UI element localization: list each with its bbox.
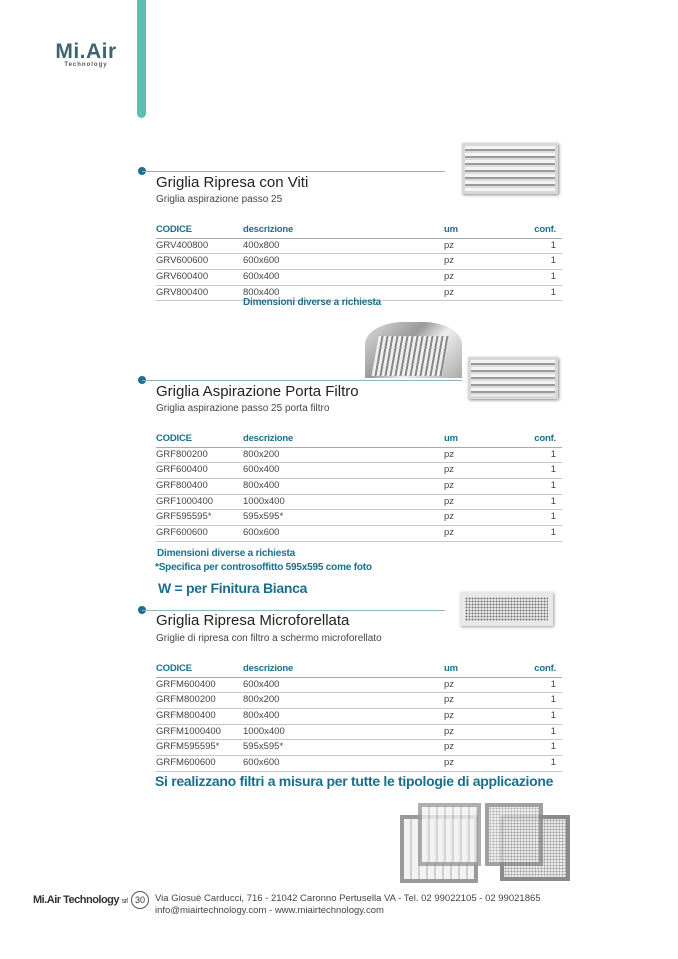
header-code: CODICE (156, 224, 192, 235)
cell-um: pz (444, 741, 455, 753)
table-row (156, 448, 562, 464)
cell-um: pz (444, 239, 455, 251)
accent-bar (137, 0, 146, 118)
table-row (156, 495, 562, 511)
custom-filters-banner: Si realizzano filtri a misura per tutte le tipologie di applicazione (155, 773, 554, 789)
section-title: Griglia Ripresa con Viti (156, 174, 309, 191)
section-title: Griglia Ripresa Microforellata (156, 612, 350, 629)
section-title: Griglia Aspirazione Porta Filtro (156, 383, 359, 400)
table-row (156, 479, 562, 495)
cell-um: pz (444, 464, 455, 476)
cell-um: pz (444, 725, 455, 737)
cell-desc: 1000x400 (243, 725, 285, 737)
cell-desc: 800x200 (243, 694, 280, 706)
table-row (156, 463, 562, 479)
cell-code: GRF595595* (156, 511, 212, 523)
table-row (156, 756, 562, 772)
header-desc: descrizione (243, 224, 294, 235)
cell-desc: 800x400 (243, 286, 280, 298)
cell-um: pz (444, 511, 455, 523)
cell-conf: 1 (550, 757, 556, 769)
section-divider (142, 610, 445, 611)
finish-note: W = per Finitura Bianca (158, 580, 308, 596)
cell-conf: 1 (550, 239, 556, 251)
cell-code: GRFM600600 (156, 757, 216, 769)
table-row (156, 709, 562, 725)
cell-um: pz (444, 527, 455, 539)
cell-conf: 1 (550, 710, 556, 722)
header-code: CODICE (156, 663, 192, 674)
section-note: Dimensioni diverse a richiesta (243, 297, 381, 308)
table-row (156, 678, 562, 694)
table-row (156, 270, 562, 286)
section-note: Dimensioni diverse a richiesta (157, 548, 295, 559)
footer-brand-suffix: srl (121, 898, 128, 905)
cell-conf: 1 (550, 678, 556, 690)
cell-desc: 600x400 (243, 464, 280, 476)
cell-um: pz (444, 448, 455, 460)
header-conf: conf. (534, 433, 556, 444)
cell-desc: 600x400 (243, 678, 280, 690)
filter-image (485, 803, 543, 866)
page-number: 30 (131, 891, 149, 909)
cell-code: GRF600400 (156, 464, 208, 476)
footer-brand-name: Mi.Air Technology (33, 894, 120, 906)
product-image-grille (462, 143, 558, 194)
cell-code: GRV800400 (156, 286, 209, 298)
cell-code: GRV600600 (156, 255, 209, 267)
table-header (156, 432, 562, 448)
cell-conf: 1 (550, 694, 556, 706)
cell-conf: 1 (550, 527, 556, 539)
footer-address (155, 893, 541, 917)
table-row (156, 693, 562, 709)
filter-image (418, 803, 481, 866)
cell-code: GRF800200 (156, 448, 208, 460)
cell-conf: 1 (550, 725, 556, 737)
cell-um: pz (444, 286, 455, 298)
cell-desc: 800x400 (243, 710, 280, 722)
cell-desc: 600x400 (243, 271, 280, 283)
table-row (156, 510, 562, 526)
cell-code: GRFM595595* (156, 741, 220, 753)
footer-brand (33, 894, 127, 906)
cell-um: pz (444, 678, 455, 690)
cell-um: pz (444, 495, 455, 507)
cell-code: GRF800400 (156, 480, 208, 492)
cell-desc: 400x800 (243, 239, 280, 251)
logo-tagline: Technology (64, 62, 108, 68)
header-um: um (444, 224, 458, 235)
product-image-microperforated (460, 592, 553, 626)
cell-desc: 600x600 (243, 255, 280, 267)
cell-um: pz (444, 710, 455, 722)
header-code: CODICE (156, 433, 192, 444)
product-photo-installed (365, 322, 462, 378)
section-subtitle: Griglie di ripresa con filtro a schermo microforellato (156, 633, 382, 644)
cell-desc: 600x600 (243, 757, 280, 769)
cell-desc: 595x595* (243, 741, 284, 753)
footer-contacts: info@miairtechnology.com - www.miairtechnology.com (155, 905, 384, 916)
header-conf: conf. (534, 224, 556, 235)
cell-code: GRF600600 (156, 527, 208, 539)
cell-conf: 1 (550, 480, 556, 492)
table-row (156, 526, 562, 542)
header-desc: descrizione (243, 663, 294, 674)
cell-code: GRV400800 (156, 239, 209, 251)
cell-desc: 595x595* (243, 511, 284, 523)
section-divider (142, 380, 462, 381)
product-image-grille (468, 357, 558, 399)
table-row (156, 254, 562, 270)
header-um: um (444, 663, 458, 674)
cell-conf: 1 (550, 495, 556, 507)
section-subtitle: Griglia aspirazione passo 25 (156, 194, 283, 205)
cell-conf: 1 (550, 464, 556, 476)
table-row (156, 740, 562, 756)
cell-um: pz (444, 480, 455, 492)
cell-code: GRFM600400 (156, 678, 216, 690)
cell-conf: 1 (550, 741, 556, 753)
cell-um: pz (444, 271, 455, 283)
cell-conf: 1 (550, 255, 556, 267)
section-divider (142, 171, 445, 172)
cell-desc: 800x200 (243, 448, 280, 460)
product-table (156, 662, 562, 772)
cell-desc: 800x400 (243, 480, 280, 492)
header-um: um (444, 433, 458, 444)
cell-code: GRFM800400 (156, 710, 216, 722)
cell-um: pz (444, 694, 455, 706)
cell-code: GRF1000400 (156, 495, 214, 507)
cell-um: pz (444, 255, 455, 267)
cell-conf: 1 (550, 511, 556, 523)
cell-desc: 600x600 (243, 527, 280, 539)
table-row (156, 725, 562, 741)
section-subtitle: Griglia aspirazione passo 25 porta filtro (156, 403, 330, 414)
logo (40, 40, 132, 68)
cell-code: GRFM1000400 (156, 725, 221, 737)
cell-code: GRFM800200 (156, 694, 216, 706)
table-header (156, 223, 562, 239)
footer-address-line: Via Giosuè Carducci, 716 - 21042 Caronno Pertusella VA - Tel. 02 99022105 - 02 99021865 (155, 893, 541, 904)
table-header (156, 662, 562, 678)
header-desc: descrizione (243, 433, 294, 444)
product-table (156, 432, 562, 542)
section-note-spec: *Specifica per controsoffitto 595x595 come foto (155, 562, 372, 573)
logo-name: Mi.Air (55, 40, 117, 63)
cell-code: GRV600400 (156, 271, 209, 283)
cell-um: pz (444, 757, 455, 769)
cell-conf: 1 (550, 271, 556, 283)
cell-desc: 1000x400 (243, 495, 285, 507)
product-table (156, 223, 562, 301)
table-row (156, 239, 562, 255)
header-conf: conf. (534, 663, 556, 674)
cell-conf: 1 (550, 448, 556, 460)
cell-conf: 1 (550, 286, 556, 298)
